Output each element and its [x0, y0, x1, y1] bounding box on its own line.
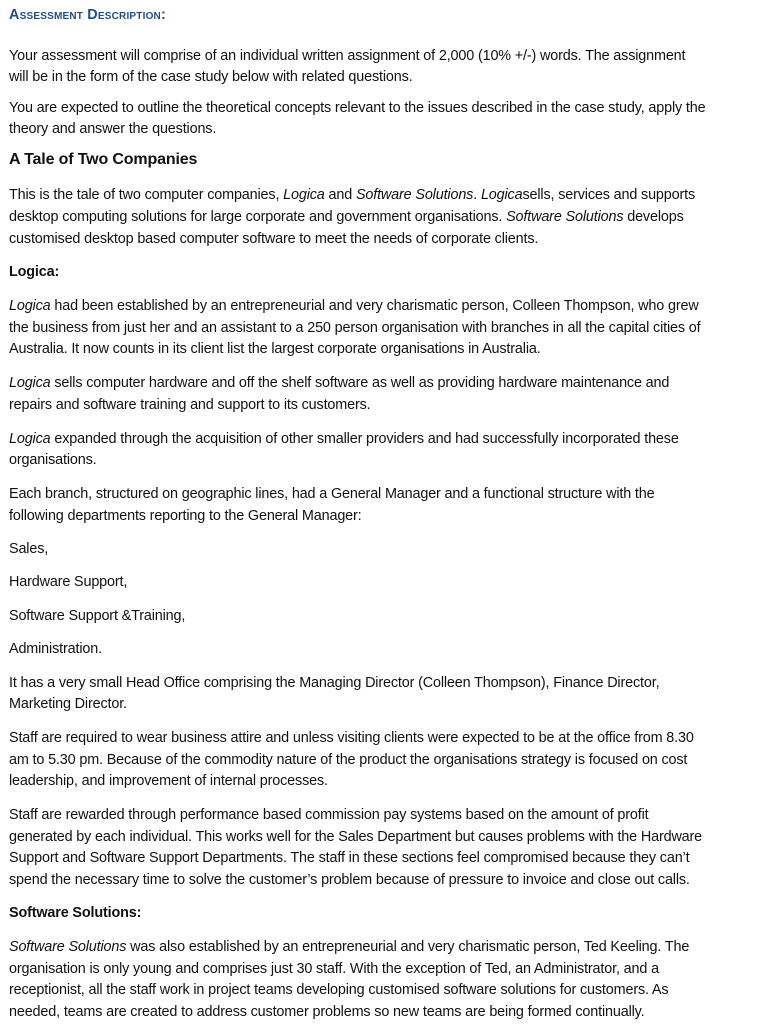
logica-p5-line1: It has a very small Head Office comprising the Managing Director (Colleen Thompson), Finance Director,: [9, 675, 660, 691]
logica-p4-line1: Each branch, structured on geographic lines, had a General Manager and a functional structure with the: [9, 486, 655, 502]
logica-p7-line2: generated by each individual. This works well for the Sales Department but causes problems with the Hardware: [9, 829, 703, 845]
logica-p3-line2: organisations.: [9, 452, 97, 468]
ss-p1-line3: receptionist, all the staff work in project teams developing customised software solutions for customers. As: [9, 982, 669, 998]
overview-line3: customised desktop based computer software to meet the needs of corporate clients.: [9, 231, 539, 247]
department-item: Hardware Support,: [9, 574, 128, 590]
logica-p7-line1: Staff are rewarded through performance based commission pay systems based on the amount of profit: [9, 807, 649, 823]
logica-p6-line3: leadership, and improvement of internal processes.: [9, 773, 328, 789]
intro-p2-line1: You are expected to outline the theoretical concepts relevant to the issues described in the case study, apply the: [9, 100, 706, 116]
overview-line2: desktop computing solutions for large corporate and government organisations. Software Solutions develops: [9, 209, 684, 225]
logica-heading: Logica:: [9, 264, 60, 280]
intro-p1-line2: will be in the form of the case study below with related questions.: [9, 69, 413, 85]
ss-p1-line1: Software Solutions was also established by an entrepreneurial and very charismatic person, Ted Keeling. The: [9, 939, 690, 955]
logica-p6-line1: Staff are required to wear business attire and unless visiting clients were expected to be at the office from 8.30: [9, 730, 694, 746]
intro-p1-line1: Your assessment will comprise of an individual written assignment of 2,000 (10% +/-) words. The assignment: [9, 48, 686, 64]
overview-line1: This is the tale of two computer companies, Logica and Software Solutions. Logicasells, services and supports: [9, 187, 696, 203]
software-solutions-heading: Software Solutions:: [9, 905, 142, 921]
department-item: Sales,: [9, 541, 49, 557]
department-item: Administration.: [9, 641, 102, 657]
logica-p2-line2: repairs and software training and support to its customers.: [9, 397, 371, 413]
logica-p5-line2: Marketing Director.: [9, 696, 127, 712]
logica-p7-line4: spend the necessary time to solve the customer’s problem because of pressure to invoice and close out calls.: [9, 872, 690, 888]
logica-p4-line2: following departments reporting to the General Manager:: [9, 508, 362, 524]
logica-p7-line3: Support and Software Support Departments. The staff in these sections feel compromised because they can’t: [9, 850, 690, 866]
logica-p3-line1: Logica expanded through the acquisition of other smaller providers and had successfully incorporated these: [9, 431, 679, 447]
assessment-header: Assessment Description:: [9, 7, 166, 23]
logica-p2-line1: Logica sells computer hardware and off the shelf software as well as providing hardware maintenance and: [9, 375, 670, 391]
logica-p1-line3: Australia. It now counts in its client list the largest corporate organisations in Australia.: [9, 341, 541, 357]
department-item: Software Support &Training,: [9, 608, 186, 624]
logica-p1-line2: the business from just her and an assistant to a 250 person organisation with branches in all the capital cities of: [9, 320, 701, 336]
logica-p6-line2: am to 5.30 pm. Because of the commodity nature of the product the organisations strategy is focused on cost: [9, 752, 688, 768]
case-title: A Tale of Two Companies: [9, 151, 198, 168]
ss-p1-line4: needed, teams are created to address customer problems so new teams are being formed continually.: [9, 1004, 645, 1020]
logica-p1-line1: Logica had been established by an entrepreneurial and very charismatic person, Colleen Thompson, who grew: [9, 298, 699, 314]
ss-p1-line2: organisation is only young and comprises just 30 staff. With the exception of Ted, an Administrator, and a: [9, 961, 659, 977]
intro-p2-line2: theory and answer the questions.: [9, 121, 217, 137]
